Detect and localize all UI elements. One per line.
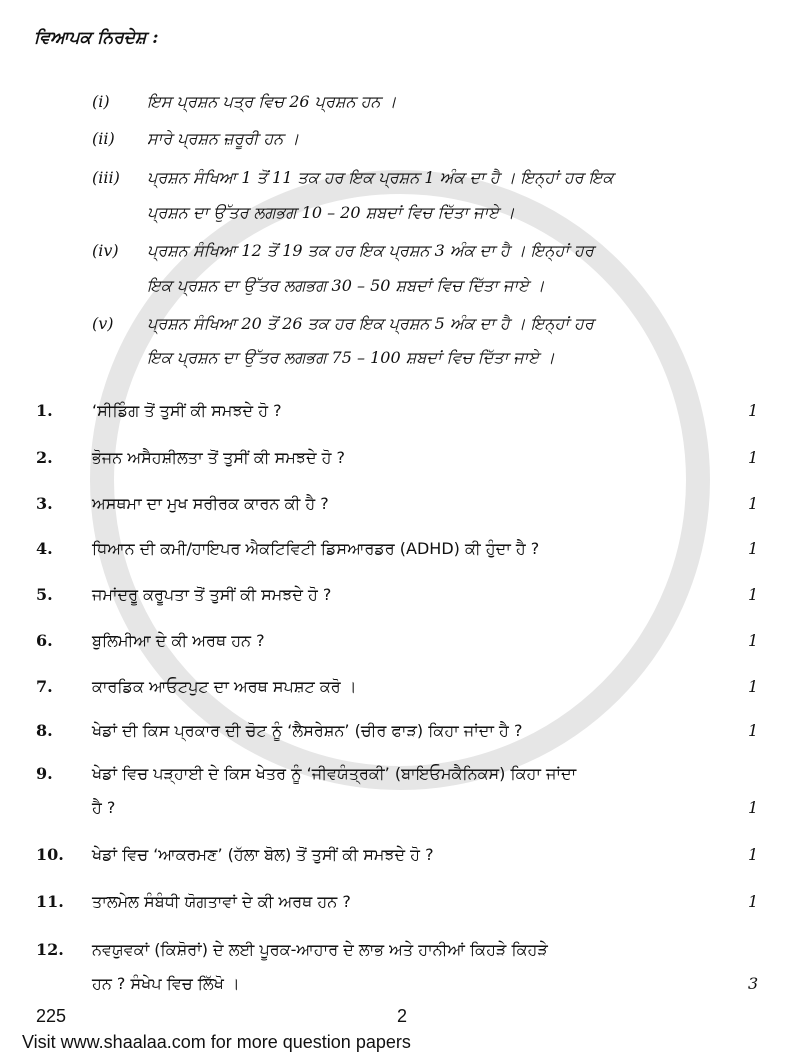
watermark-circle bbox=[90, 170, 710, 790]
question-marks: 1 bbox=[748, 892, 759, 911]
instruction-text: ਪ੍ਰਸ਼ਨ ਸੰਖਿਆ 1 ਤੋਂ 11 ਤਕ ਹਰ ਇਕ ਪ੍ਰਸ਼ਨ 1 ਅੰਕ ਦਾ ਹੈ । ਇਨ੍ਹਾਂ ਹਰ ਇਕ bbox=[147, 168, 614, 187]
question-marks: 1 bbox=[748, 494, 759, 513]
question-text: ਕਾਰਡਿਕ ਆਓਟਪੁਟ ਦਾ ਅਰਥ ਸਪਸ਼ਟ ਕਰੋ । bbox=[92, 677, 357, 696]
question-number: 5. bbox=[36, 585, 53, 604]
question-marks: 1 bbox=[748, 721, 759, 740]
question-marks: 1 bbox=[748, 845, 759, 864]
instruction-text: ਇਕ ਪ੍ਰਸ਼ਨ ਦਾ ਉੱਤਰ ਲਗਭਗ 30 – 50 ਸ਼ਬਦਾਂ ਵਿਚ ਦਿੱਤਾ ਜਾਏ । bbox=[147, 276, 545, 295]
page-number: 2 bbox=[397, 1006, 408, 1026]
question-number: 11. bbox=[36, 892, 64, 911]
question-number: 3. bbox=[36, 494, 53, 513]
instruction-text: ਸਾਰੇ ਪ੍ਰਸ਼ਨ ਜ਼ਰੂਰੀ ਹਨ । bbox=[147, 129, 300, 148]
question-number: 9. bbox=[36, 764, 53, 783]
question-text: ਤਾਲਮੇਲ ਸੰਬੰਧੀ ਯੋਗਤਾਵਾਂ ਦੇ ਕੀ ਅਰਥ ਹਨ ? bbox=[92, 892, 351, 911]
question-text: ਖੇਡਾਂ ਦੀ ਕਿਸ ਪ੍ਰਕਾਰ ਦੀ ਚੋਟ ਨੂੰ ‘ਲੈਸਰੇਸ਼ਨ’ (ਚੀਰ ਫਾੜ) ਕਿਹਾ ਜਾਂਦਾ ਹੈ ? bbox=[92, 721, 523, 740]
question-text: ਅਸਥਮਾ ਦਾ ਮੁਖ ਸਰੀਰਕ ਕਾਰਨ ਕੀ ਹੈ ? bbox=[92, 494, 329, 513]
question-text: ਧਿਆਨ ਦੀ ਕਮੀ/ਹਾਇਪਰ ਐਕਟਿਵਿਟੀ ਡਿਸਆਰਡਰ (ADHD) ਕੀ ਹੁੰਦਾ ਹੈ ? bbox=[92, 539, 540, 558]
question-number: 2. bbox=[36, 448, 53, 467]
question-number: 8. bbox=[36, 721, 53, 740]
question-text: ਜਮਾਂਦਰੂ ਕਰੂਪਤਾ ਤੋਂ ਤੁਸੀਂ ਕੀ ਸਮਝਦੇ ਹੋ ? bbox=[92, 585, 332, 604]
question-marks: 3 bbox=[748, 974, 759, 993]
question-number: 10. bbox=[36, 845, 64, 864]
question-marks: 1 bbox=[748, 677, 759, 696]
question-number: 7. bbox=[36, 677, 53, 696]
instruction-label: (iii) bbox=[92, 168, 120, 187]
instruction-label: (i) bbox=[92, 92, 110, 111]
question-number: 4. bbox=[36, 539, 53, 558]
question-marks: 1 bbox=[748, 585, 759, 604]
question-text: ਖੇਡਾਂ ਵਿਚ ‘ਆਕਰਮਣ’ (ਹੱਲਾ ਬੋਲ) ਤੋਂ ਤੁਸੀਂ ਕੀ ਸਮਝਦੇ ਹੋ ? bbox=[92, 845, 434, 864]
question-marks: 1 bbox=[748, 448, 759, 467]
instructions-heading: ਵਿਆਪਕ ਨਿਰਦੇਸ਼ : bbox=[34, 28, 159, 48]
instruction-label: (ii) bbox=[92, 129, 115, 148]
question-text: ਨਵਯੁਵਕਾਂ (ਕਿਸ਼ੋਰਾਂ) ਦੇ ਲਈ ਪੂਰਕ-ਆਹਾਰ ਦੇ ਲਾਭ ਅਤੇ ਹਾਨੀਆਂ ਕਿਹੜੇ ਕਿਹੜੇ bbox=[92, 940, 548, 959]
visit-link[interactable]: Visit www.shaalaa.com for more question papers bbox=[22, 1032, 411, 1052]
question-number: 12. bbox=[36, 940, 64, 959]
question-marks: 1 bbox=[748, 798, 759, 817]
question-marks: 1 bbox=[748, 401, 759, 420]
question-marks: 1 bbox=[748, 631, 759, 650]
question-number: 1. bbox=[36, 401, 53, 420]
instruction-text: ਪ੍ਰਸ਼ਨ ਸੰਖਿਆ 12 ਤੋਂ 19 ਤਕ ਹਰ ਇਕ ਪ੍ਰਸ਼ਨ 3 ਅੰਕ ਦਾ ਹੈ । ਇਨ੍ਹਾਂ ਹਰ bbox=[147, 241, 594, 260]
question-text: ਭੋਜਨ ਅਸੈਹਸ਼ੀਲਤਾ ਤੋਂ ਤੁਸੀਂ ਕੀ ਸਮਝਦੇ ਹੋ ? bbox=[92, 448, 346, 467]
question-text: ਖੇਡਾਂ ਵਿਚ ਪੜ੍ਹਾਈ ਦੇ ਕਿਸ ਖੇਤਰ ਨੂੰ ‘ਜੀਵਯੰਤ੍ਰਕੀ’ (ਬਾਇਓਮਕੈਨਿਕਸ) ਕਿਹਾ ਜਾਂਦਾ bbox=[92, 764, 577, 783]
paper-code: 225 bbox=[36, 1006, 67, 1026]
question-marks: 1 bbox=[748, 539, 759, 558]
question-text: ਹੈ ? bbox=[92, 798, 116, 817]
question-text: ਹਨ ? ਸੰਖੇਪ ਵਿਚ ਲਿੱਖੋ । bbox=[92, 974, 240, 993]
question-number: 6. bbox=[36, 631, 53, 650]
instruction-text: ਪ੍ਰਸ਼ਨ ਸੰਖਿਆ 20 ਤੋਂ 26 ਤਕ ਹਰ ਇਕ ਪ੍ਰਸ਼ਨ 5 ਅੰਕ ਦਾ ਹੈ । ਇਨ੍ਹਾਂ ਹਰ bbox=[147, 314, 594, 333]
instruction-label: (v) bbox=[92, 314, 114, 333]
instruction-text: ਇਕ ਪ੍ਰਸ਼ਨ ਦਾ ਉੱਤਰ ਲਗਭਗ 75 – 100 ਸ਼ਬਦਾਂ ਵਿਚ ਦਿੱਤਾ ਜਾਏ । bbox=[147, 348, 555, 367]
question-text: ਬੁਲਿਮੀਆ ਦੇ ਕੀ ਅਰਥ ਹਨ ? bbox=[92, 631, 265, 650]
instruction-text: ਪ੍ਰਸ਼ਨ ਦਾ ਉੱਤਰ ਲਗਭਗ 10 – 20 ਸ਼ਬਦਾਂ ਵਿਚ ਦਿੱਤਾ ਜਾਏ । bbox=[147, 203, 515, 222]
question-text: ‘ਸੀਡਿੰਗ ਤੋਂ ਤੁਸੀਂ ਕੀ ਸਮਝਦੇ ਹੋ ? bbox=[92, 401, 282, 420]
instruction-label: (iv) bbox=[92, 241, 119, 260]
instruction-text: ਇਸ ਪ੍ਰਸ਼ਨ ਪਤ੍ਰ ਵਿਚ 26 ਪ੍ਰਸ਼ਨ ਹਨ । bbox=[147, 92, 397, 111]
